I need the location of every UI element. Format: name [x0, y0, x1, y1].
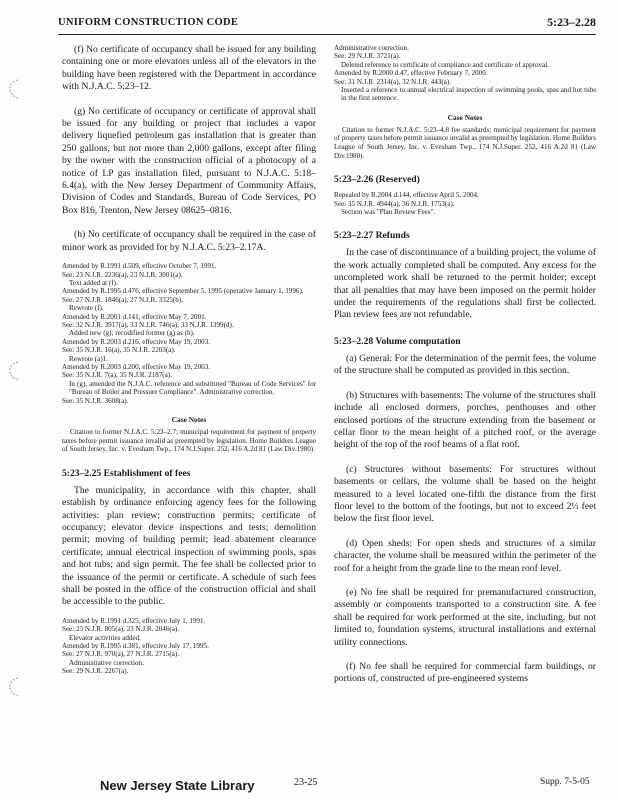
history-line: Rewrote (a)1.	[69, 354, 108, 363]
history-line: Rewrote (f).	[69, 304, 104, 313]
history-line: See: 35 N.J.R. 16(a), 35 N.J.R. 2203(a).	[62, 346, 176, 355]
history-line: See: 27 N.J.R. 970(a), 27 N.J.R. 2715(a).	[62, 650, 180, 659]
right-column	[334, 44, 596, 686]
history-notes	[334, 44, 596, 103]
history-line: Amended by R.1995 d.381, effective July 17, 1995.	[62, 642, 209, 651]
history-line: Text added at (f).	[69, 278, 118, 287]
case-notes-heading: Case Notes	[171, 415, 207, 424]
history-line: Repealed by R.2004 d.144, effective April 5, 2004.	[334, 191, 479, 200]
history-notes	[334, 191, 596, 216]
history-line: See: 23 N.J.R. 2236(a), 23 N.J.R. 3001(a).	[62, 270, 183, 279]
history-line: Amended by R.2000 d.47, effective February 7, 2000.	[334, 69, 488, 78]
section-2-28-a: (a) General: For the determination of the permit fees, the volume of the structure shall be computed as provided in this section.	[334, 352, 596, 377]
library-stamp: New Jersey State Library	[100, 778, 255, 793]
supplement-date: Supp. 7-5-05	[540, 777, 590, 787]
history-line: Inserted a reference to annual electrical inspection of swimming pools, spas and hot tubs in the first sentence.	[341, 86, 596, 103]
punch-hole-mark	[4, 676, 24, 698]
section-2-28-f: (f) No fee shall be required for commercial farm buildings, or portions of, constructed of pre-engineered systems	[334, 661, 596, 685]
section-2-28-e: (e) No fee shall be required for premanufactured construction, assembly or components transported to a construction site. A fee shall be required for work performed at the site, including, but not limited to, foundation systems, structural installations and external utility connections.	[334, 586, 596, 648]
history-line: Amended by R.2001 d.141, effective May 7, 2001.	[62, 312, 207, 321]
header-section-range: 5:23–2.28	[547, 15, 596, 29]
page-number: 23-25	[294, 777, 318, 788]
punch-hole-mark	[4, 78, 24, 100]
case-note-text: Citation to former N.J.A.C. 5:23–2.7; municipal requirement for payment of property taxes before permit issuance invalid as preempted by legislation. Home Builders League of South Jersey, Inc. v. Evesham Twp., 174 N.J.Super. 252, 416 A.2d 81 (Law Div.1980).	[62, 428, 316, 454]
section-2-27-body: In the case of discontinuance of a building project, the volume of the work actually completed shall be computed. Any excess for the uncompleted work shall be returned to the permit holder; except that all penalties that may have been imposed on the permit holder under the requirements of the regulations shall first be collected. Plan review fees are not refundable.	[334, 247, 596, 321]
paragraph-g: (g) No certificate of occupancy or certificate of approval shall be issued for any building or project that includes a vapor delivery liquefied petroleum gas installation that is greater than 250 gallons, but not more than 2,000 gallons, except after filing by the owner with the construction official of a photocopy of a notice of LP gas installation filed, pursuant to N.J.A.C. 5:18–6.4(a), with the New Jersey Department of Community Affairs, Division of Codes and Standards, Bureau of Code Services, PO Box 816, Trenton, New Jersey 08625–0816.	[62, 105, 316, 216]
section-heading-2-25: 5:23–2.25 Establishment of fees	[62, 467, 191, 479]
history-line: See: 27 N.J.R. 1846(a), 27 N.J.R. 3325(b).	[62, 295, 183, 304]
running-header	[58, 4, 596, 35]
case-note-text: Citation to former N.J.A.C. 5:23–4.8 fee standards; municipal requirement for payment of property taxes before permit issuance invalid as preempted by legislation. Home Builders League of South Jersey, Inc. v. Evesham Twp., 174 N.J.Super. 252, 416 A.2d 81 (Law Div.1980).	[334, 125, 596, 160]
history-line: Added new (g); recodified former (g) as (h).	[69, 329, 195, 338]
section-2-28-c: (c) Structures without basements: For structures without basements or cellars, the volume shall be based on the height measured to a level located one-fifth the distance from the first floor level to the bottom of the footings, but not to exceed 2⅓ feet below the first floor level.	[334, 463, 596, 525]
history-line: See: 31 N.J.R. 2314(a), 32 N.J.R. 443(a).	[334, 77, 452, 86]
section-heading-2-26: 5:23–2.26 (Reserved)	[334, 174, 420, 186]
history-line: See: 35 N.J.R. 4944(a), 36 N.J.R. 1753(a).	[334, 199, 455, 208]
history-line: Elevator activities added.	[69, 633, 141, 642]
punch-hole-mark	[4, 360, 24, 382]
history-line: See: 32 N.J.R. 3917(a), 33 N.J.R. 746(a), 33 N.J.R. 1399(d).	[62, 320, 234, 329]
history-line: Amended by R.1995 d.476, effective September 5, 1995 (operative January 1, 1996).	[62, 287, 304, 296]
history-line: Administrative correction.	[334, 44, 409, 52]
header-title: UNIFORM CONSTRUCTION CODE	[58, 17, 239, 28]
history-line: Amended by R.1991 d.325, effective July 1, 1991.	[62, 616, 206, 625]
history-line: See: 23 N.J.R. 805(a), 23 N.J.R. 2046(a).	[62, 625, 180, 634]
section-heading-2-28: 5:23–2.28 Volume computation	[334, 335, 461, 347]
section-heading-2-27: 5:23–2.27 Refunds	[334, 230, 410, 242]
history-line: Deleted reference to certificate of compliance and certificate of approval.	[341, 60, 549, 69]
left-column	[62, 44, 316, 676]
history-line: Administrative correction.	[69, 658, 144, 667]
case-notes-heading: Case Notes	[447, 112, 483, 122]
history-line: See: 35 N.J.R. 3608(a).	[62, 396, 129, 405]
history-line: Section was "Plan Review Fees".	[341, 208, 436, 217]
paragraph-h: (h) No certificate of occupancy shall be required in the case of minor work as provided for by N.J.A.C. 5:23–2.17A.	[62, 229, 316, 253]
history-line: See: 29 N.J.R. 3721(a).	[334, 52, 401, 61]
section-2-28-d: (d) Open sheds: For open sheds and structures of a similar character, the volume shall be measured within the perimeter of the roof for a height from the grade line to the mean roof level.	[334, 537, 596, 574]
history-line: See: 35 N.J.R. 7(a), 35 N.J.R. 2187(a).	[62, 371, 172, 380]
history-line: Amended by R.2003 d.216, effective May 19, 2003.	[62, 337, 211, 346]
paragraph-f: (f) No certificate of occupancy shall be issued for any building containing one or more elevators unless all of the elevators in the building have been registered with the Department in accordance with N.J.A.C. 5:23–12.	[62, 44, 316, 93]
history-line: See: 29 N.J.R. 2267(a).	[62, 667, 129, 676]
history-line: Amended by R.2003 d.200, effective May 19, 2003.	[62, 362, 211, 371]
history-line: Amended by R.1991 d.509, effective October 7, 1991.	[62, 262, 217, 271]
section-2-25-body: The municipality, in accordance with this chapter, shall establish by ordinance enforcing agency fees for the following activities: plan review; construction permits; certificate of occupancy; elevator device inspections and tests; demolition permit; moving of building permit; lead abatement clearance certificate; annual electrical inspection of swimming pools, spas and hot tubs; and sign permit. The fee shall be collected prior to the issuance of the permit or certificate. A schedule of such fees shall be posted in the office of the construction official and shall be accessible to the public.	[62, 484, 316, 608]
history-notes	[62, 617, 316, 676]
section-2-28-b: (b) Structures with basements: The volume of the structures shall include all enclosed dormers, porches, penthouses and other enclosed portions of the structure extending from the basement or cellar floor to the mean height of a pitched roof, or the average height of the top of the roof beams of a flat roof.	[334, 389, 597, 451]
history-notes	[62, 262, 316, 405]
history-line: In (g), amended the N.J.A.C. reference and substituted "Bureau of Code Services" for "Bureau of Boiler and Pressure Compliance". Administrative correction.	[69, 379, 316, 397]
